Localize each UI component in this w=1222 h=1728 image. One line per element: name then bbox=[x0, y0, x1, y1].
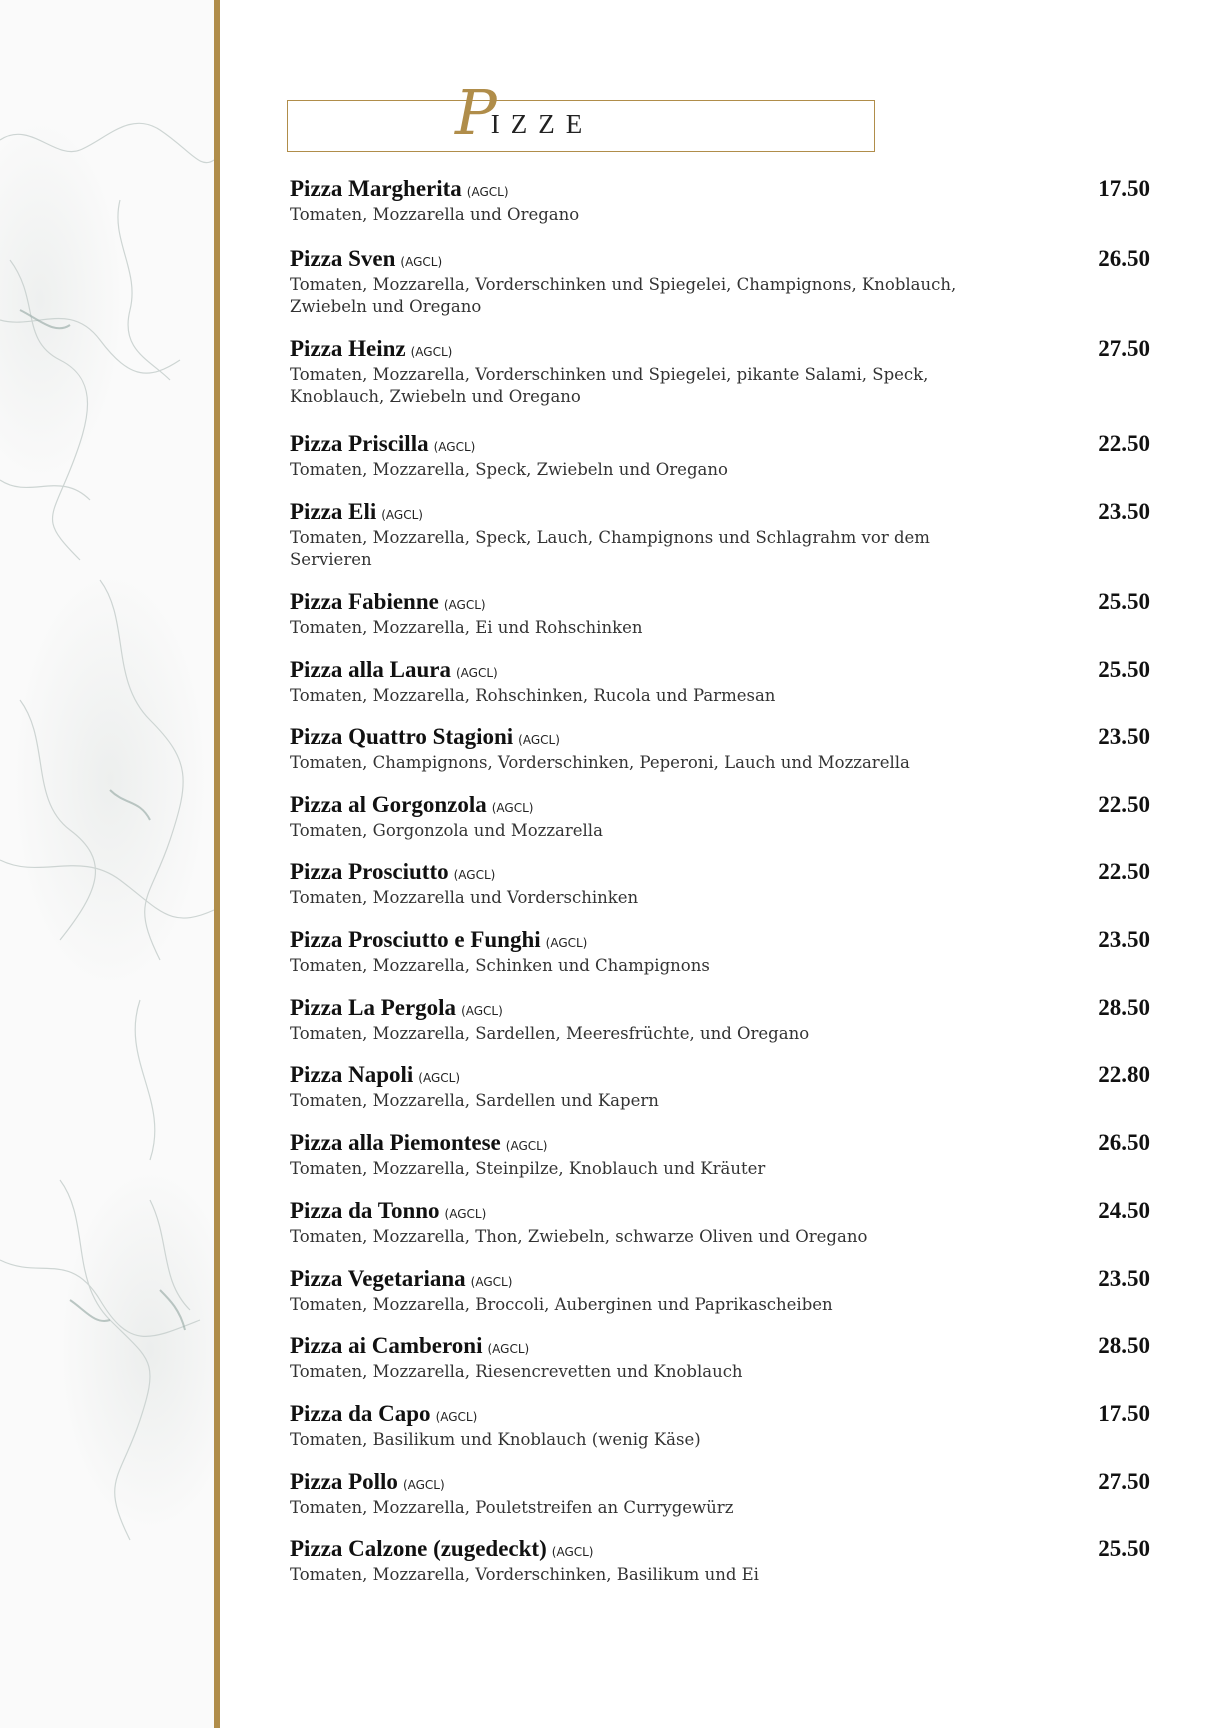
allergen-tag: (AGCL) bbox=[470, 1275, 513, 1289]
item-name: Pizza Calzone (zugedeckt) bbox=[290, 1536, 547, 1561]
allergen-tag: (AGCL) bbox=[491, 801, 534, 815]
item-name: Pizza ai Camberoni bbox=[290, 1333, 483, 1358]
item-price: 23.50 bbox=[1098, 1266, 1150, 1291]
allergen-tag: (AGCL) bbox=[444, 1207, 487, 1221]
menu-item bbox=[290, 336, 1150, 408]
allergen-tag: (AGCL) bbox=[461, 1004, 503, 1018]
menu-item bbox=[290, 724, 1150, 774]
menu-item bbox=[290, 246, 1150, 318]
item-name: Pizza Pollo bbox=[290, 1469, 398, 1494]
item-name: Pizza Napoli bbox=[290, 1062, 414, 1087]
item-name: Pizza Sven bbox=[290, 246, 396, 271]
item-description: Tomaten, Mozzarella, Vorderschinken und Spiegelei, pikante Salami, Speck, Knoblauch, Zwiebeln und Oregano bbox=[290, 365, 929, 406]
item-name: Pizza La Pergola bbox=[290, 995, 457, 1020]
item-price: 17.50 bbox=[1098, 176, 1150, 201]
item-price: 22.50 bbox=[1098, 859, 1150, 884]
item-description: Tomaten, Mozzarella, Broccoli, Auberginen und Paprikascheiben bbox=[290, 1295, 833, 1314]
item-price: 22.50 bbox=[1098, 792, 1150, 817]
item-description: Tomaten, Mozzarella, Vorderschinken, Basilikum und Ei bbox=[290, 1565, 759, 1584]
gold-divider bbox=[214, 0, 220, 1728]
menu-item bbox=[290, 1333, 1150, 1383]
item-description: Tomaten, Mozzarella, Speck, Lauch, Champignons und Schlagrahm vor dem Servieren bbox=[290, 528, 930, 569]
allergen-tag: (AGCL) bbox=[466, 185, 509, 199]
allergen-tag: (AGCL) bbox=[433, 440, 476, 454]
item-description: Tomaten, Mozzarella, Speck, Zwiebeln und Oregano bbox=[290, 460, 728, 479]
allergen-tag: (AGCL) bbox=[453, 868, 496, 882]
item-price: 22.80 bbox=[1098, 1062, 1150, 1087]
item-description: Tomaten, Basilikum und Knoblauch (wenig Käse) bbox=[290, 1430, 701, 1449]
item-description: Tomaten, Gorgonzola und Mozzarella bbox=[290, 821, 603, 840]
item-price: 28.50 bbox=[1098, 995, 1150, 1020]
item-description: Tomaten, Mozzarella, Vorderschinken und Spiegelei, Champignons, Knoblauch, Zwiebeln und Oregano bbox=[290, 275, 957, 316]
item-price: 23.50 bbox=[1098, 724, 1150, 749]
item-price: 27.50 bbox=[1098, 1469, 1150, 1494]
item-name: Pizza Priscilla bbox=[290, 431, 429, 456]
item-name: Pizza Vegetariana bbox=[290, 1266, 466, 1291]
page-title bbox=[455, 70, 593, 150]
allergen-tag: (AGCL) bbox=[518, 733, 560, 747]
item-name: Pizza Prosciutto e Funghi bbox=[290, 927, 541, 952]
menu-item bbox=[290, 1198, 1150, 1248]
item-description: Tomaten, Mozzarella und Oregano bbox=[290, 205, 580, 224]
allergen-tag: (AGCL) bbox=[505, 1139, 548, 1153]
item-price: 25.50 bbox=[1098, 657, 1150, 682]
menu-item bbox=[290, 995, 1150, 1045]
menu-item bbox=[290, 927, 1150, 977]
menu-item bbox=[290, 1062, 1150, 1112]
item-description: Tomaten, Mozzarella, Schinken und Champignons bbox=[290, 956, 710, 975]
item-price: 22.50 bbox=[1098, 431, 1150, 456]
item-price: 23.50 bbox=[1098, 499, 1150, 524]
item-price: 28.50 bbox=[1098, 1333, 1150, 1358]
menu-item bbox=[290, 1266, 1150, 1316]
item-description: Tomaten, Mozzarella, Thon, Zwiebeln, schwarze Oliven und Oregano bbox=[290, 1227, 868, 1246]
item-price: 17.50 bbox=[1098, 1401, 1150, 1426]
allergen-tag: (AGCL) bbox=[435, 1410, 478, 1424]
item-description: Tomaten, Mozzarella, Steinpilze, Knoblauch und Kräuter bbox=[290, 1159, 766, 1178]
allergen-tag: (AGCL) bbox=[487, 1342, 530, 1356]
allergen-tag: (AGCL) bbox=[410, 345, 453, 359]
item-description: Tomaten, Mozzarella, Riesencrevetten und Knoblauch bbox=[290, 1362, 743, 1381]
item-description: Tomaten, Champignons, Vorderschinken, Peperoni, Lauch und Mozzarella bbox=[290, 753, 910, 772]
allergen-tag: (AGCL) bbox=[418, 1071, 461, 1085]
menu-item bbox=[290, 1536, 1150, 1586]
item-price: 27.50 bbox=[1098, 336, 1150, 361]
menu-item bbox=[290, 431, 1150, 481]
item-name: Pizza Eli bbox=[290, 499, 377, 524]
item-description: Tomaten, Mozzarella, Rohschinken, Rucola und Parmesan bbox=[290, 686, 776, 705]
title-initial: P bbox=[455, 76, 497, 149]
allergen-tag: (AGCL) bbox=[381, 508, 423, 522]
item-name: Pizza alla Laura bbox=[290, 657, 451, 682]
menu-item bbox=[290, 589, 1150, 639]
item-description: Tomaten, Mozzarella, Sardellen, Meeresfrüchte, und Oregano bbox=[290, 1024, 810, 1043]
item-description: Tomaten, Mozzarella und Vorderschinken bbox=[290, 888, 639, 907]
item-name: Pizza Heinz bbox=[290, 336, 406, 361]
menu-item bbox=[290, 792, 1150, 842]
allergen-tag: (AGCL) bbox=[400, 255, 443, 269]
item-name: Pizza Prosciutto bbox=[290, 859, 449, 884]
item-price: 25.50 bbox=[1098, 589, 1150, 614]
marble-background bbox=[0, 0, 214, 1728]
menu-item bbox=[290, 1130, 1150, 1180]
item-name: Pizza Margherita bbox=[290, 176, 462, 201]
item-name: Pizza da Tonno bbox=[290, 1198, 440, 1223]
title-text: IZZE bbox=[490, 109, 594, 139]
item-price: 26.50 bbox=[1098, 1130, 1150, 1155]
item-price: 26.50 bbox=[1098, 246, 1150, 271]
item-name: Pizza Quattro Stagioni bbox=[290, 724, 514, 749]
item-name: Pizza Fabienne bbox=[290, 589, 439, 614]
allergen-tag: (AGCL) bbox=[443, 598, 486, 612]
menu-item bbox=[290, 176, 1150, 226]
allergen-tag: (AGCL) bbox=[545, 936, 588, 950]
item-description: Tomaten, Mozzarella, Sardellen und Kapern bbox=[290, 1091, 659, 1110]
item-price: 24.50 bbox=[1098, 1198, 1150, 1223]
item-price: 25.50 bbox=[1098, 1536, 1150, 1561]
allergen-tag: (AGCL) bbox=[402, 1478, 445, 1492]
menu-item bbox=[290, 657, 1150, 707]
item-name: Pizza al Gorgonzola bbox=[290, 792, 487, 817]
item-name: Pizza da Capo bbox=[290, 1401, 431, 1426]
menu-item bbox=[290, 499, 1150, 571]
item-name: Pizza alla Piemontese bbox=[290, 1130, 501, 1155]
menu-item bbox=[290, 1469, 1150, 1519]
item-price: 23.50 bbox=[1098, 927, 1150, 952]
allergen-tag: (AGCL) bbox=[455, 666, 498, 680]
allergen-tag: (AGCL) bbox=[551, 1545, 594, 1559]
item-description: Tomaten, Mozzarella, Ei und Rohschinken bbox=[290, 618, 643, 637]
menu-item bbox=[290, 1401, 1150, 1451]
menu-item bbox=[290, 859, 1150, 909]
marble-veins bbox=[0, 0, 214, 1728]
item-description: Tomaten, Mozzarella, Pouletstreifen an Currygewürz bbox=[290, 1498, 734, 1517]
